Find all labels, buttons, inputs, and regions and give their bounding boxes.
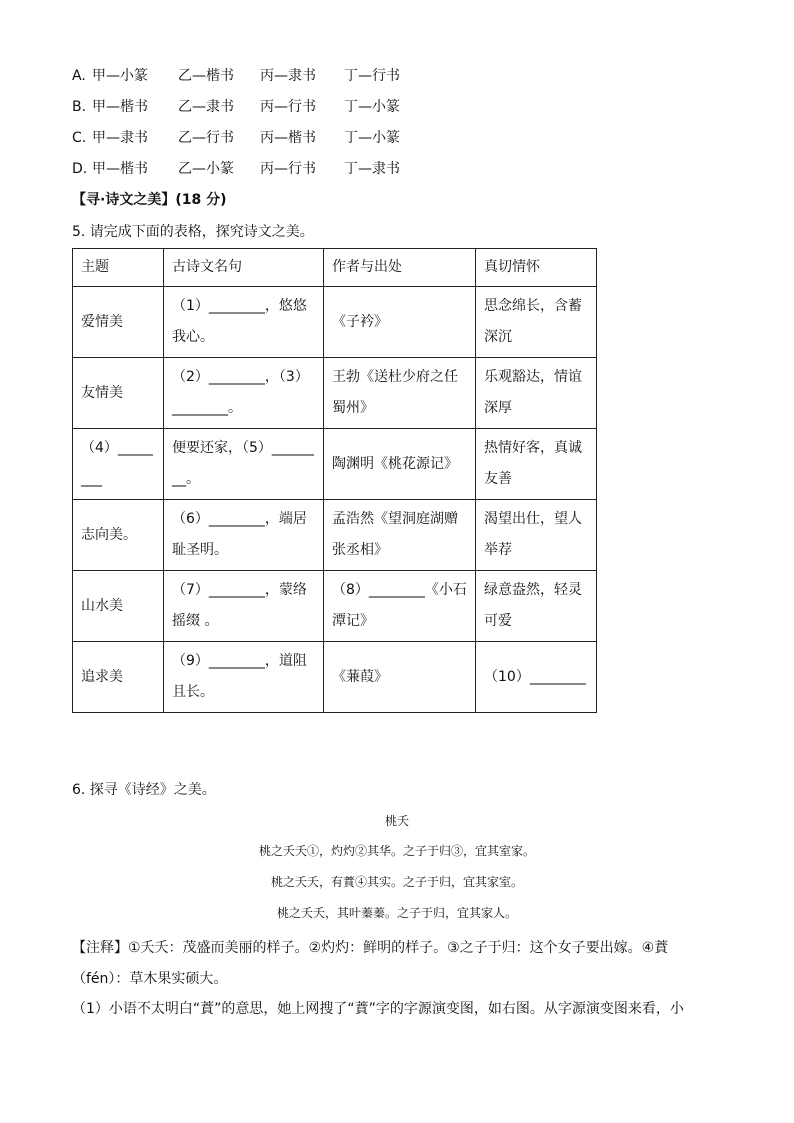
- table-cell: 王勃《送杜少府之任蜀州》: [324, 358, 476, 429]
- table-header-cell: 真切情怀: [476, 249, 597, 287]
- table-cell: （9）________，道阻且长。: [164, 642, 324, 713]
- table-row: [73, 571, 597, 642]
- section-title: 【寻·诗文之美】(18 分): [72, 192, 227, 208]
- option-item: 丙—行书: [260, 99, 316, 115]
- poetry-table: [72, 248, 597, 713]
- poem-title: 桃夭: [384, 814, 409, 828]
- table-cell: （2）________，（3）________。: [164, 358, 324, 429]
- annotation-note: 【注释】①夭夭：茂盛而美丽的样子。②灼灼：鲜明的样子。③之子于归：这个女子要出嫁。④蕡（fén）：草木果实硕大。: [72, 940, 669, 987]
- table-cell: 绿意盎然，轻灵可爱: [476, 571, 597, 642]
- option-item: 丁—隶书: [344, 161, 400, 177]
- table-cell: 思念绵长，含蓄深沉: [476, 287, 597, 358]
- table-cell: 陶渊明《桃花源记》: [324, 429, 476, 500]
- table-cell: （7）________，蒙络摇缀 。: [164, 571, 324, 642]
- table-cell: 志向美。: [73, 500, 164, 571]
- table-cell: 《蒹葭》: [324, 642, 476, 713]
- option-item: 甲—楷书: [92, 99, 148, 115]
- poem-line: 桃之夭夭，有蕡④其实。之子于归，宜其家室。: [270, 875, 523, 889]
- option-item: 乙—隶书: [178, 99, 234, 115]
- option-item: 乙—小篆: [178, 161, 234, 177]
- table-header-cell: 作者与出处: [324, 249, 476, 287]
- table-cell: 便要还家，（5）________。: [164, 429, 324, 500]
- option-label: D.: [72, 161, 88, 177]
- table-cell: 爱情美: [73, 287, 164, 358]
- table-header-row: [73, 249, 597, 287]
- poem-line: 桃之夭夭①，灼灼②其华。之子于归③，宜其室家。: [258, 844, 535, 858]
- table-cell: 友情美: [73, 358, 164, 429]
- table-row: [73, 642, 597, 713]
- option-item: 丁—小篆: [344, 130, 400, 146]
- question-6-1: （1）小语不太明白“蕡”的意思，她上网搜了“蕡”字的字源演变图，如右图。从字源演变图来看，小: [72, 1001, 684, 1017]
- table-cell: （1）________，悠悠我心。: [164, 287, 324, 358]
- option-label: B.: [72, 99, 87, 115]
- table-row: [73, 358, 597, 429]
- option-item: 甲—小篆: [92, 68, 148, 84]
- option-item: 丙—行书: [260, 161, 316, 177]
- table-cell: 山水美: [73, 571, 164, 642]
- option-item: 甲—楷书: [92, 161, 148, 177]
- option-item: 丙—隶书: [260, 68, 316, 84]
- table-row: [73, 500, 597, 571]
- question-5: 5. 请完成下面的表格，探究诗文之美。: [72, 224, 314, 240]
- table-header-cell: 古诗文名句: [164, 249, 324, 287]
- table-cell: （8）________《小石潭记》: [324, 571, 476, 642]
- question-6: 6. 探寻《诗经》之美。: [72, 782, 216, 798]
- table-cell: 乐观豁达，情谊深厚: [476, 358, 597, 429]
- option-item: 乙—楷书: [178, 68, 234, 84]
- option-item: 乙—行书: [178, 130, 234, 146]
- table-cell: （6）________，端居耻圣明。: [164, 500, 324, 571]
- table-cell: 渴望出仕，望人举荐: [476, 500, 597, 571]
- table-cell: （10）________: [476, 642, 597, 713]
- option-item: 丙—楷书: [260, 130, 316, 146]
- option-item: 丁—行书: [344, 68, 400, 84]
- table-cell: 孟浩然《望洞庭湖赠张丞相》: [324, 500, 476, 571]
- table-cell: （4）________: [73, 429, 164, 500]
- table-row: [73, 429, 597, 500]
- option-item: 丁—小篆: [344, 99, 400, 115]
- option-item: 甲—隶书: [92, 130, 148, 146]
- table-cell: 追求美: [73, 642, 164, 713]
- option-label: C.: [72, 130, 87, 146]
- table-cell: 热情好客，真诚友善: [476, 429, 597, 500]
- poem-line: 桃之夭夭，其叶蓁蓁。之子于归，宜其家人。: [276, 906, 517, 920]
- option-label: A.: [72, 68, 86, 84]
- table-cell: 《子衿》: [324, 287, 476, 358]
- table-header-cell: 主题: [73, 249, 164, 287]
- table-row: [73, 287, 597, 358]
